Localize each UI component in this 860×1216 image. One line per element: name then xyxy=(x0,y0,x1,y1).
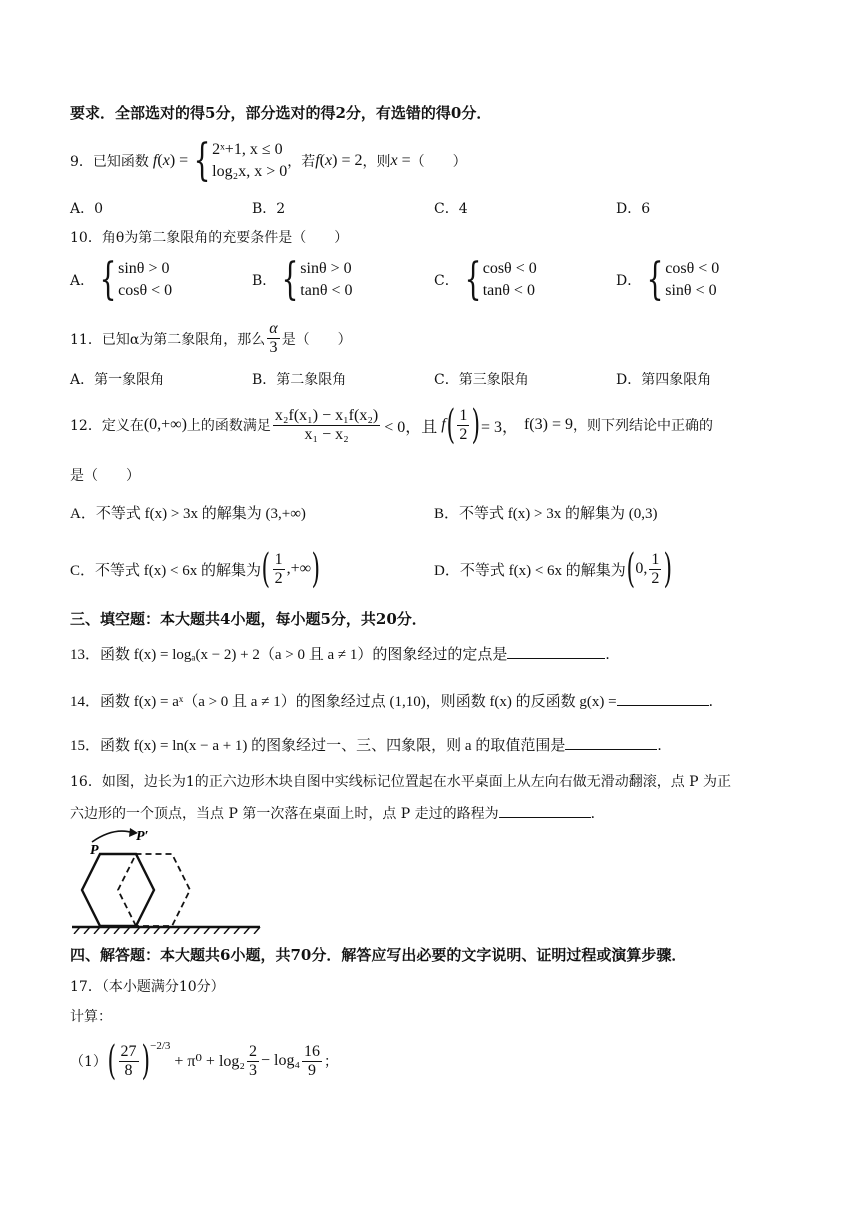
question-10-stem: 10．角θ为第二象限角的充要条件是（ ） xyxy=(70,230,349,246)
q9-prefix: 9．已知函数 xyxy=(70,154,149,170)
question-13: 13．函数 f(x) = logₐ(x − 2) + 2（a > 0 且 a ≠ 1）的图象经过的定点是 ． xyxy=(70,643,619,664)
q9-option-c[interactable]: C．4 xyxy=(434,201,468,217)
question-16-line2: 六边形的一个顶点，当点 P 第一次落在桌面上时，点 P 走过的路程为 ． xyxy=(70,803,605,823)
brace-icon: { xyxy=(193,135,211,186)
rotation-arrow-icon xyxy=(92,831,130,842)
question-17-title: 17．（本小题满分10分） xyxy=(70,979,225,995)
q12-difference-quotient: $\frac{\text{x₂f(x₁) − x₁f(x₂)}}{\text{x₁ − x₂}}$ xyxy=(274,406,379,443)
q12-option-a[interactable]: A．不等式 f(x) > 3x 的解集为 (3,+∞) xyxy=(70,506,306,522)
question-9: 9．已知函数 f ( x ) = { 2ˣ+1, x ≤ 0 log₂x, x > 0 ，若 f ( x ) = 2 ，则 x = （ ） xyxy=(70,135,467,186)
question-11-stem: 11．已知α为第二象限角，那么 $\frac{\alpha}{3}$ 是（ ） xyxy=(70,320,352,356)
q15-answer-blank[interactable] xyxy=(565,735,657,750)
q10-option-a[interactable]: A． { sinθ > 0 cosθ < 0 xyxy=(70,254,173,305)
rolling-hexagon-figure xyxy=(70,826,266,934)
q16-answer-blank[interactable] xyxy=(499,803,591,818)
label-p: P xyxy=(90,843,99,858)
q11-option-d[interactable]: D．第四象限角 xyxy=(616,372,712,388)
q11-option-a[interactable]: A．第一象限角 xyxy=(70,372,165,388)
q12-option-b[interactable]: B．不等式 f(x) > 3x 的解集为 (0,3) xyxy=(434,506,658,522)
q9-option-d[interactable]: D．6 xyxy=(616,201,651,217)
question-16-line1: 16．如图，边长为1的正六边形木块自图中实线标记位置起在水平桌面上从左向右做无滑动翻滚，点 P 为正 xyxy=(70,774,732,790)
q13-answer-blank[interactable] xyxy=(507,644,605,659)
q9-option-a[interactable]: A．0 xyxy=(70,201,104,217)
question-12-stem: 12．定义在 (0,+∞) 上的函数满足 $\frac{\text{x₂f(x₁) − x₁f(x₂)}}{\text{x₁ − x₂}}$ < 0，且 f ( $\frac{1}{2}$ ) = 3， f(3) = 9 ，则下列结论中正确的 xyxy=(70,402,713,448)
q9-option-b[interactable]: B．2 xyxy=(252,201,286,217)
label-p-prime: P′ xyxy=(136,829,149,844)
q17-exponent: −2/3 xyxy=(150,1040,171,1052)
q10-option-b[interactable]: B． { sinθ > 0 tanθ < 0 xyxy=(252,254,353,305)
brace-icon: { xyxy=(646,254,664,305)
scoring-instructions: 要求．全部选对的得5分，部分选对的得2分，有选错的得0分． xyxy=(70,104,492,122)
question-15: 15．函数 f(x) = ln(x − a + 1) 的图象经过一、三、四象限，则 a 的取值范围是 ． xyxy=(70,734,671,755)
q12-option-d[interactable]: D．不等式 f(x) < 6x 的解集为 ( 0, $\frac{1}{2}$ ) xyxy=(434,546,673,592)
brace-icon: { xyxy=(464,254,482,305)
q10-option-c[interactable]: C． { cosθ < 0 tanθ < 0 xyxy=(434,254,537,305)
q14-answer-blank[interactable] xyxy=(617,691,709,706)
question-17-calc-label: 计算： xyxy=(70,1009,112,1025)
section-4-heading: 四、解答题：本大题共6小题，共70分．解答应写出必要的文字说明、证明过程或演算步骤． xyxy=(70,946,687,964)
q10-option-d[interactable]: D． { cosθ < 0 sinθ < 0 xyxy=(616,254,720,305)
q11-option-b[interactable]: B．第二象限角 xyxy=(252,372,347,388)
q11-option-c[interactable]: C．第三象限角 xyxy=(434,372,529,388)
question-12-stem-line2: 是（ ） xyxy=(70,468,140,484)
question-17-part-1: （1） ( $\frac{27}{8}$ ) −2/3 + π⁰ + log₂ $\frac{2}{3}$ − log₄ $\frac{16}{9}$ ； xyxy=(70,1038,339,1084)
section-3-heading: 三、填空题：本大题共4小题，每小题5分，共20分． xyxy=(70,610,427,628)
q12-option-c[interactable]: C．不等式 f(x) < 6x 的解集为 ( $\frac{1}{2}$ ,+∞ ) xyxy=(70,546,321,592)
q11-fraction: $\frac{\alpha}{3}$ xyxy=(269,320,278,356)
question-14: 14．函数 f(x) = aˣ（a > 0 且 a ≠ 1）的图象经过点 (1,10)，则函数 f(x) 的反函数 g(x) = ． xyxy=(70,690,723,711)
q9-piecewise: 2ˣ+1, x ≤ 0 log₂x, x > 0 xyxy=(212,141,288,180)
brace-icon: { xyxy=(281,254,299,305)
brace-icon: { xyxy=(99,254,117,305)
